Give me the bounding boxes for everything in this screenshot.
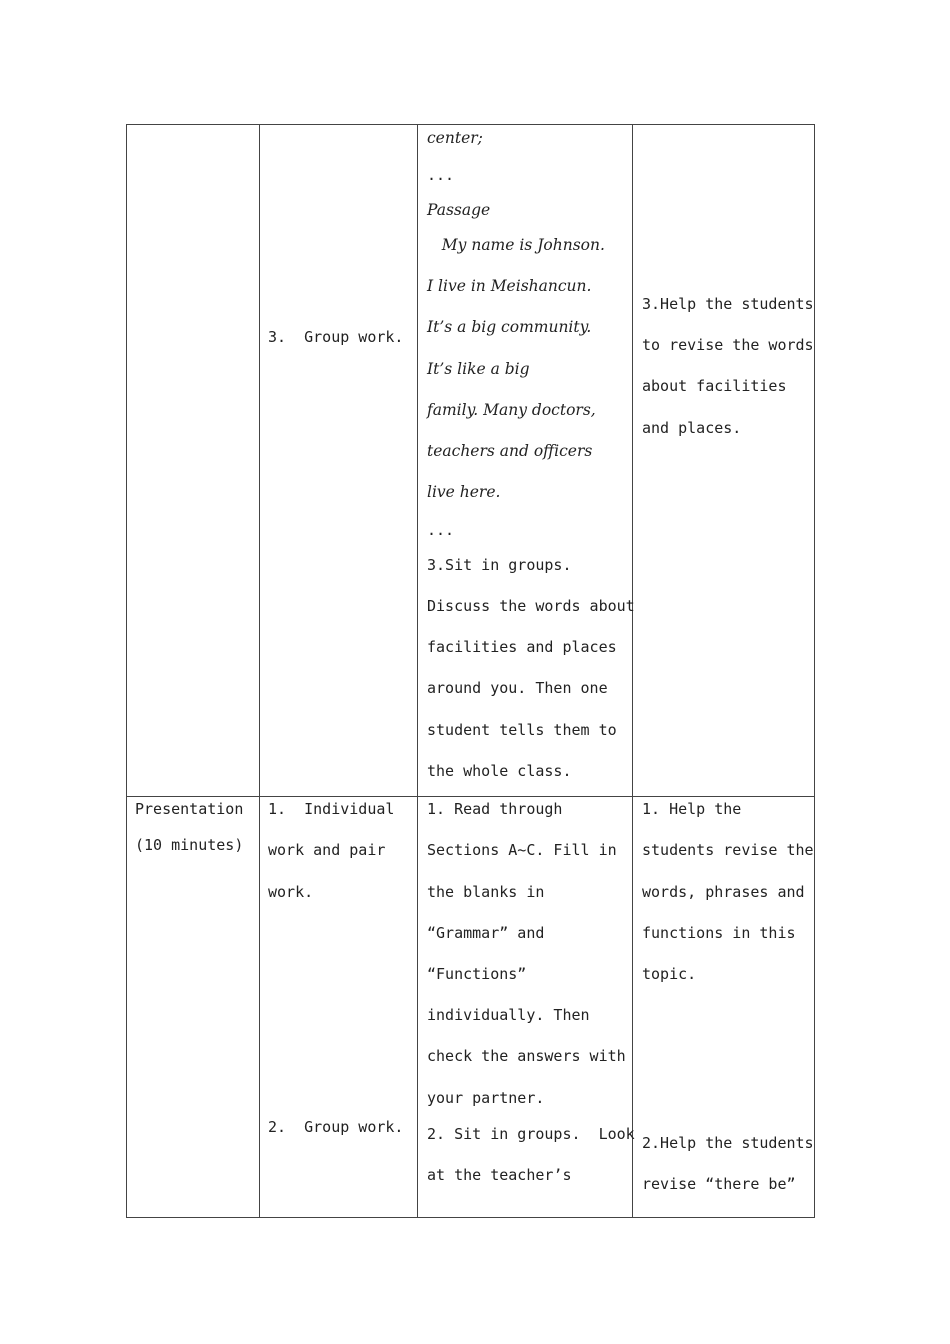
teacher-line: words, phrases and xyxy=(642,883,805,901)
student-line: ... xyxy=(427,166,455,184)
student-line: 2. Sit in groups. Look xyxy=(427,1125,635,1143)
student-line: the blanks in xyxy=(427,883,545,901)
student-line: It’s like a big xyxy=(427,360,530,378)
row-divider xyxy=(127,796,814,797)
teacher-line: to revise the words xyxy=(642,336,814,354)
stage-line: (10 minutes) xyxy=(135,836,244,854)
student-line: facilities and places xyxy=(427,638,617,656)
student-line: Passage xyxy=(427,201,491,219)
teacher-line: 2.Help the students xyxy=(642,1134,814,1152)
teacher-line: students revise the xyxy=(642,841,814,859)
column-divider xyxy=(632,125,633,1217)
student-line: student tells them to xyxy=(427,721,617,739)
column-divider xyxy=(259,125,260,1217)
activity-line: 2. Group work. xyxy=(268,1118,404,1136)
teacher-line: 1. Help the xyxy=(642,800,742,818)
student-line: center; xyxy=(427,129,483,147)
student-line: “Functions” xyxy=(427,965,527,983)
activity-line: work. xyxy=(268,883,314,901)
row1-activity: 3. Group work. xyxy=(268,328,404,346)
student-line: around you. Then one xyxy=(427,679,608,697)
teacher-line: and places. xyxy=(642,419,742,437)
student-line: live here. xyxy=(427,483,501,501)
student-line: I live in Meishancun. xyxy=(427,277,592,295)
student-line: 1. Read through xyxy=(427,800,563,818)
student-line: It’s a big community. xyxy=(427,318,592,336)
student-line: check the answers with xyxy=(427,1047,626,1065)
teacher-line: revise “there be” xyxy=(642,1175,796,1193)
column-divider xyxy=(417,125,418,1217)
student-line: Sections A~C. Fill in xyxy=(427,841,617,859)
teacher-line: about facilities xyxy=(642,377,787,395)
student-line: individually. Then xyxy=(427,1006,590,1024)
student-line: the whole class. xyxy=(427,762,572,780)
student-line: My name is Johnson. xyxy=(427,236,605,254)
stage-line: Presentation xyxy=(135,800,244,818)
student-line: your partner. xyxy=(427,1089,545,1107)
student-line: “Grammar” and xyxy=(427,924,545,942)
student-line: Discuss the words about xyxy=(427,597,635,615)
teacher-line: functions in this xyxy=(642,924,796,942)
activity-line: 1. Individual xyxy=(268,800,395,818)
teacher-line: topic. xyxy=(642,965,697,983)
student-line: family. Many doctors, xyxy=(427,401,596,419)
activity-line: work and pair xyxy=(268,841,386,859)
student-line: at the teacher’s xyxy=(427,1166,572,1184)
student-line: 3.Sit in groups. xyxy=(427,556,572,574)
student-line: teachers and officers xyxy=(427,442,593,460)
student-line: ... xyxy=(427,521,455,539)
teacher-line: 3.Help the students xyxy=(642,295,814,313)
